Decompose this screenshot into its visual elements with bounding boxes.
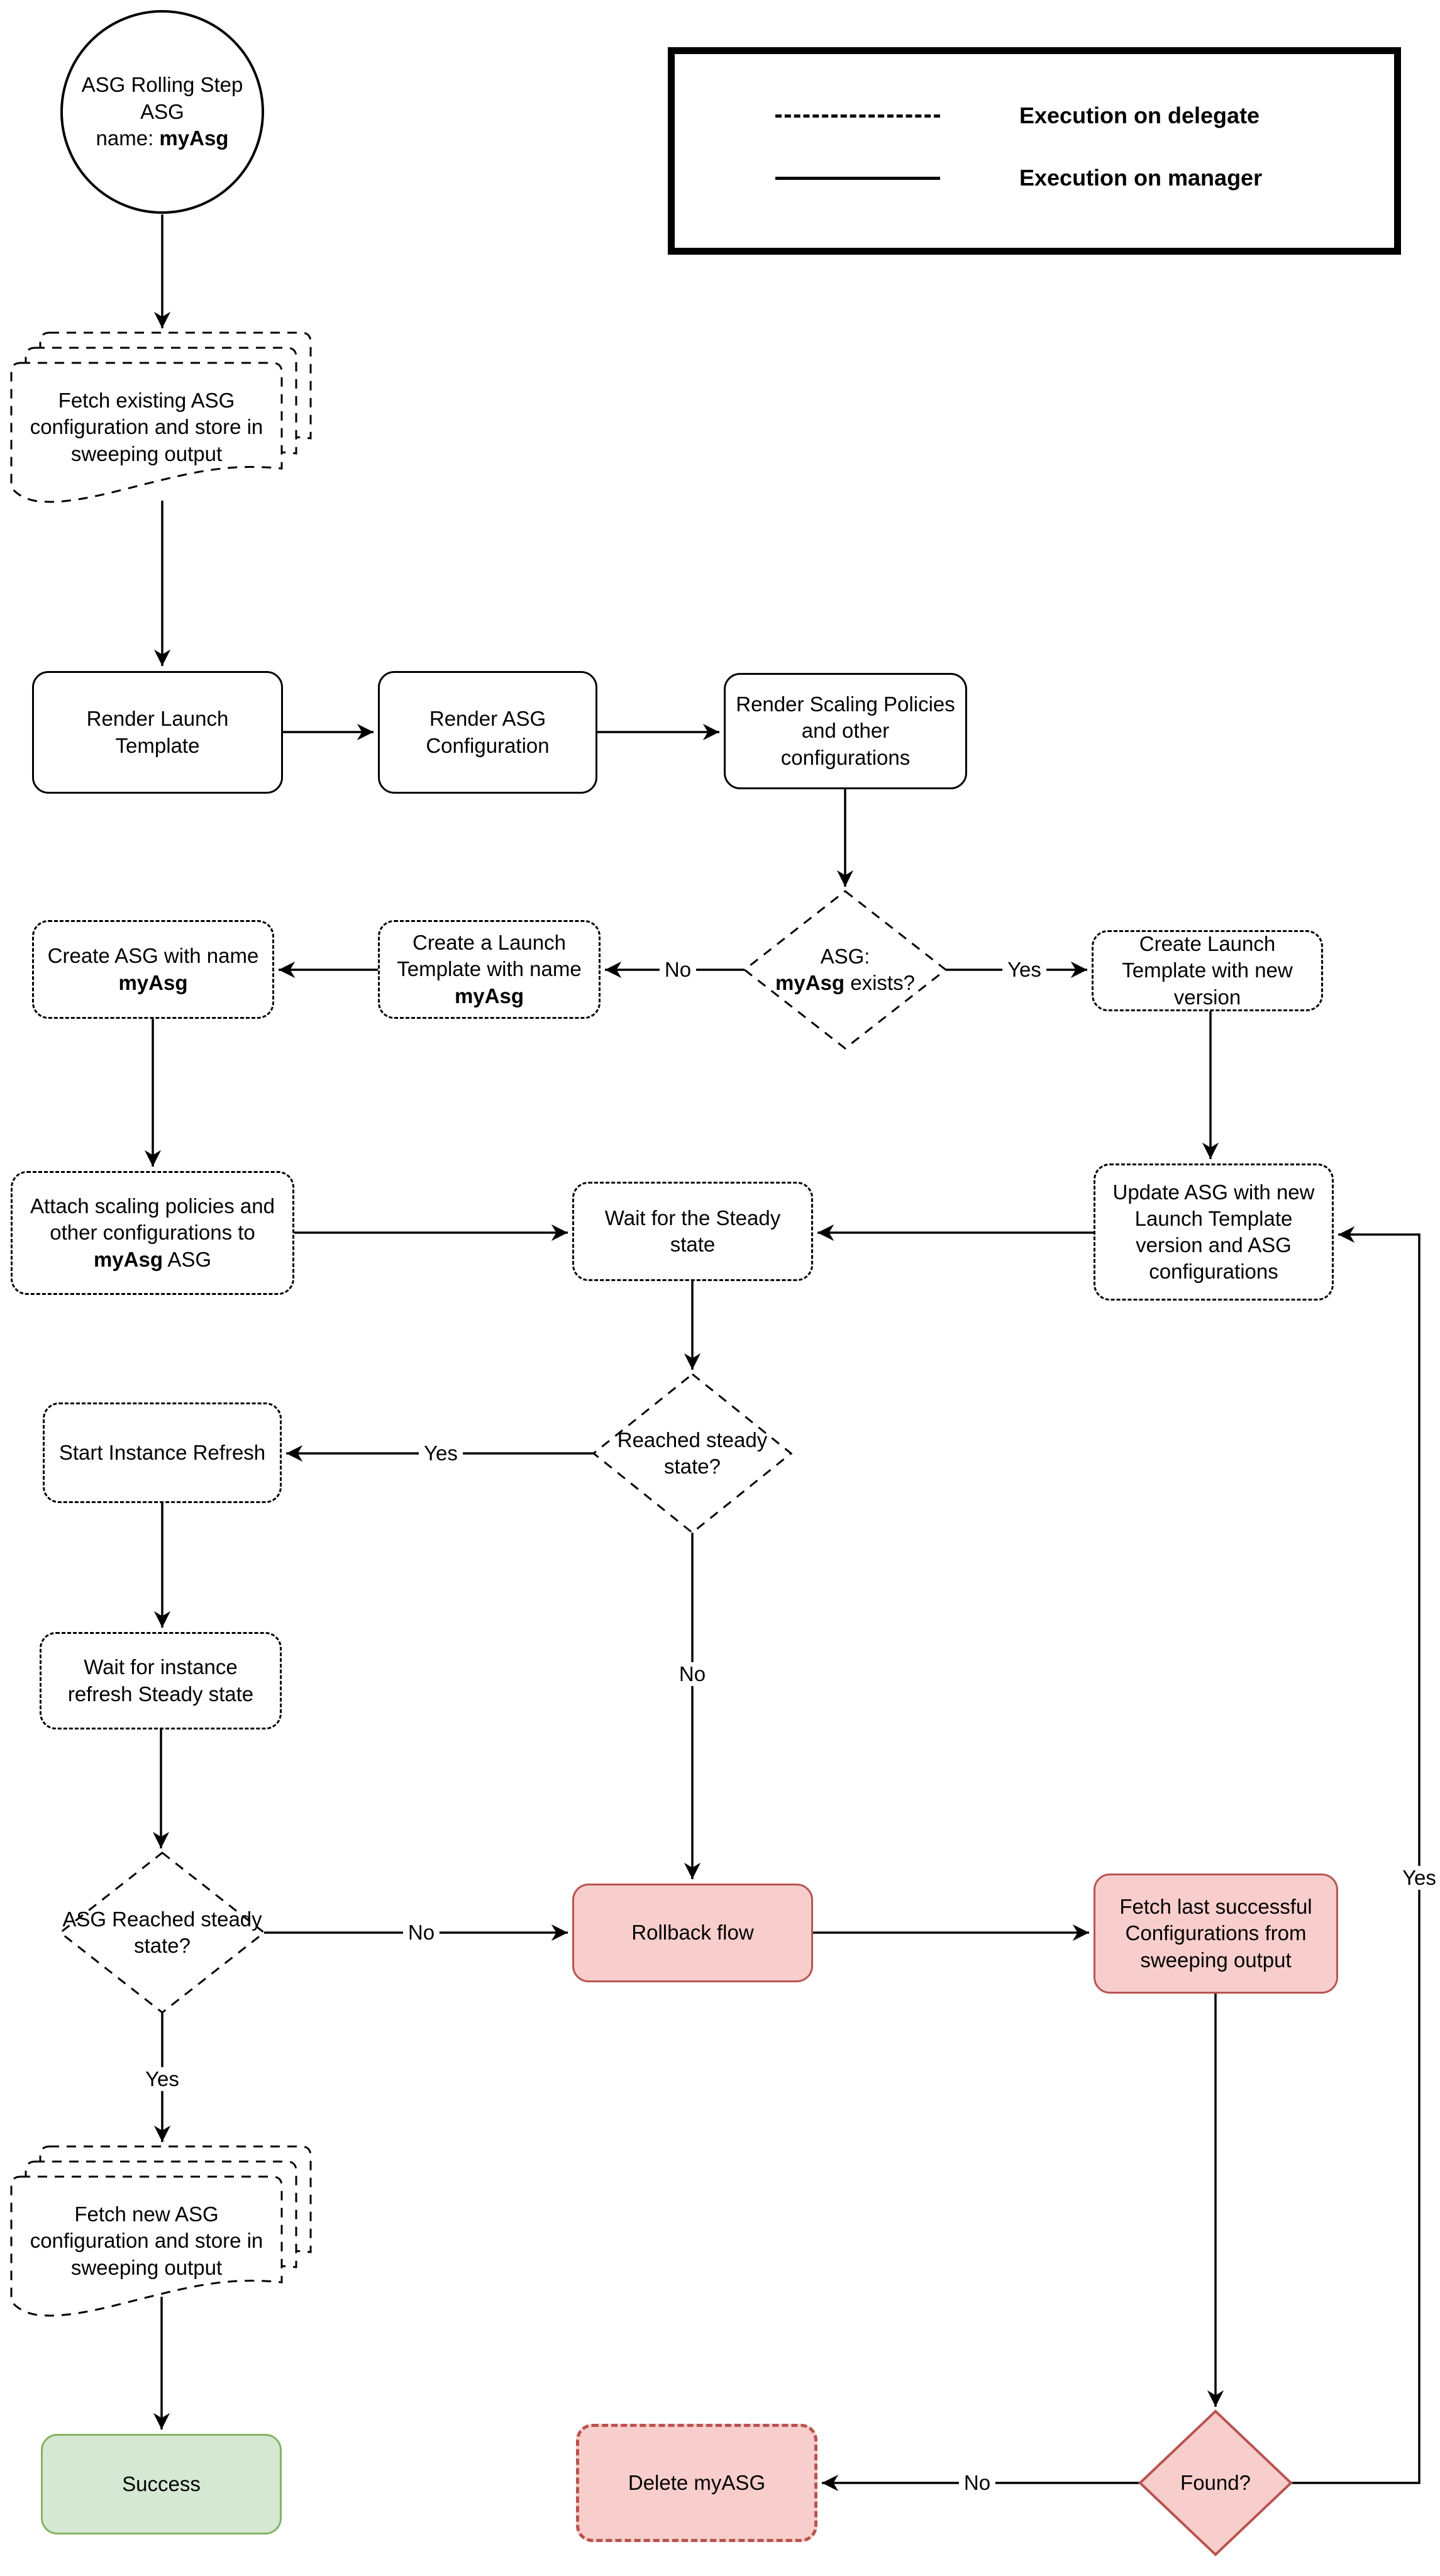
node-rollback-flow: Rollback flow xyxy=(572,1884,813,1982)
node-delete-myasg: Delete myASG xyxy=(576,2424,817,2542)
node-asg-reached-steady-state-text: ASG Reached steady state? xyxy=(62,1907,262,1957)
node-wait-instance-refresh: Wait for instance refresh Steady state xyxy=(40,1632,282,1729)
node-found-text: Found? xyxy=(1180,2470,1251,2494)
legend-delegate-label: Execution on delegate xyxy=(1019,103,1260,128)
legend xyxy=(668,47,1401,255)
node-fetch-existing-text: Fetch existing ASG configuration and store in sweeping output xyxy=(30,389,263,465)
edge-found-yes xyxy=(1291,1235,1419,2483)
node-success: Success xyxy=(41,2434,282,2534)
node-fetch-last-successful: Fetch last successful Configurations from sweeping output xyxy=(1094,1874,1338,1994)
edge-label-reached-steady-yes: Yes xyxy=(419,1441,463,1465)
node-create-asg: Create ASG with name myAsg xyxy=(32,920,274,1019)
node-start-instance-refresh: Start Instance Refresh xyxy=(43,1402,282,1503)
edge-label-asg-exists-yes: Yes xyxy=(1002,958,1046,982)
legend-manager-label: Execution on manager xyxy=(1019,165,1263,191)
node-render-launch-template: Render Launch Template xyxy=(32,671,283,794)
edge-label-asg-reached-yes: Yes xyxy=(140,2067,184,2091)
edge-label-asg-reached-no: No xyxy=(403,1921,440,1945)
node-attach-scaling-policies: Attach scaling policies and other configurations to myAsg ASG xyxy=(11,1171,294,1295)
node-fetch-new-text: Fetch new ASG configuration and store in sweeping output xyxy=(30,2202,263,2279)
edge-label-reached-steady-no: No xyxy=(674,1662,711,1686)
edge-label-asg-exists-no: No xyxy=(660,958,696,982)
node-update-asg: Update ASG with new Launch Template version and ASG configurations xyxy=(1094,1163,1334,1301)
node-create-launch-template-named: Create a Launch Template with name myAsg xyxy=(378,920,601,1019)
node-start: ASG Rolling Step ASG name: myAsg xyxy=(60,10,264,214)
node-wait-steady-state: Wait for the Steady state xyxy=(572,1182,813,1281)
node-render-scaling-policies: Render Scaling Policies and other configurations xyxy=(724,673,967,789)
node-reached-steady-state-text: Reached steady state? xyxy=(617,1428,768,1478)
node-create-launch-template-new-version: Create Launch Template with new version xyxy=(1092,930,1323,1011)
legend-dashed-line-sample xyxy=(775,114,940,118)
node-asg-exists-text: ASG: myAsg exists? xyxy=(775,944,915,994)
edge-label-found-yes: Yes xyxy=(1397,1866,1440,1890)
legend-solid-line-sample xyxy=(775,177,940,180)
node-render-asg-configuration: Render ASG Configuration xyxy=(378,671,597,794)
edge-label-found-no: No xyxy=(959,2471,995,2495)
